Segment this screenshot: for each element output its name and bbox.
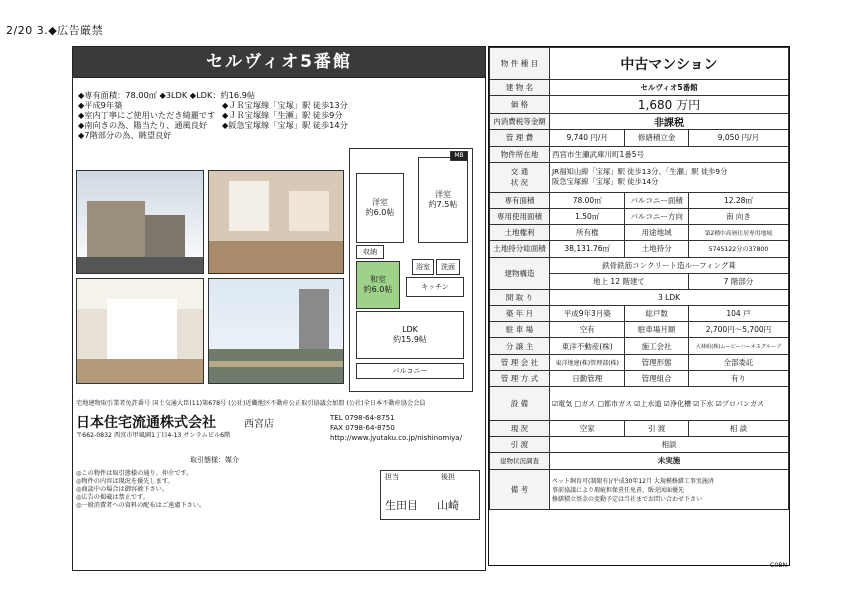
value-inspection: 未実施: [550, 453, 789, 469]
label-mgmt-company: 管 理 会 社: [490, 354, 550, 370]
feature-item: ◆専有面積：78.00㎡ ◆3LDK ◆LDK：約16.9帖: [78, 90, 256, 100]
kitchen: キッチン: [406, 277, 464, 297]
label-land-total: 土地持分総面積: [490, 241, 550, 257]
wash: 洗面: [436, 259, 460, 275]
label-units: 総戸数: [625, 306, 688, 322]
label-layout: 間 取 り: [490, 289, 550, 305]
label-handover: 引 渡: [490, 437, 550, 453]
label-inspection: 建物状況調査: [490, 453, 550, 469]
label-constructor: 施工会社: [625, 338, 688, 354]
value-area: 78.00㎡: [550, 192, 625, 208]
value-balcony-area: 12.28㎡: [688, 192, 788, 208]
note-item: ◎広告の掲載は禁止です。: [76, 494, 149, 501]
label-access: 交 通 状 況: [490, 162, 550, 192]
label-status: 現 況: [490, 421, 550, 437]
value-mgmt-company: 東洋地建(株)管理部(株): [550, 354, 625, 370]
value-price: 1,680 万円: [550, 96, 789, 114]
closet: 収納: [356, 245, 384, 259]
label-remarks: 備 考: [490, 469, 550, 509]
value-facilities: ☑電気 □ガス □都市ガス ☑上水道 ☑浄化槽 ☑下水 ☑プロパンガス: [550, 387, 789, 421]
label-facilities: 設 備: [490, 387, 550, 421]
access-item: ◆阪急宝塚線「宝塚」駅 徒歩14分: [222, 120, 348, 130]
staff-label: 担当: [385, 473, 399, 481]
bath: 浴室: [412, 259, 434, 275]
value-address: 西宮市生瀬武庫川町1番5号: [550, 146, 789, 162]
company-fax: FAX 0798-64-8750: [330, 424, 395, 432]
value-building: セルヴィオ5番館: [550, 80, 789, 96]
value-structure: 鉄骨鉄筋コンクリート造ルーフィング葺: [550, 257, 789, 273]
value-handover-2: 相 談: [688, 421, 788, 437]
access-list: [222, 100, 348, 130]
value-remarks: ペット飼育可(制限有)/平成30年12月 大規模修繕工事実施済 事前協議により瑕疵担保責任免責、販売図面優先 修繕積立基金の変動予定は当社までお問い合わせ下さい: [550, 469, 789, 509]
feature-item: ◆平成9年築: [78, 100, 123, 110]
company-url[interactable]: http://www.jyutaku.co.jp/nishinomiya/: [330, 434, 462, 442]
value-mgmt-union: 有り: [688, 370, 788, 386]
label-type: 物 件 種 目: [490, 48, 550, 80]
value-floors: 地上 12 階建て: [550, 273, 689, 289]
note-item: ◎この物件は取引態様の通り、仲介です。: [76, 470, 193, 477]
note-item: ◎物件の内容は現況を優先します。: [76, 478, 174, 485]
value-status: 空家: [550, 421, 625, 437]
company-branch: 西宮店: [244, 419, 274, 430]
floor-plan: [349, 148, 473, 392]
value-tax: 非課税: [550, 114, 789, 130]
label-parking: 駐 車 場: [490, 322, 550, 338]
value-seller: 東洋不動産(株): [550, 338, 625, 354]
label-mgmt-fee: 管 理 費: [490, 130, 550, 146]
feature-item: ◆室内丁寧にご使用いただき綺麗です: [78, 110, 216, 120]
value-mgmt-method: 日勤管理: [550, 370, 625, 386]
feature-item: ◆南向きの為、陽当たり、通風良好: [78, 120, 208, 130]
value-repair-fund: 9,050 円/月: [688, 130, 788, 146]
property-title: セルヴィオ5番館: [206, 52, 352, 72]
header-text: 2/20 3.◆広告厳禁: [6, 24, 104, 37]
staff-label-2: 後担: [441, 473, 455, 481]
torihiki-text: 取引態様：媒介: [190, 456, 239, 464]
label-mgmt-union: 管理組合: [625, 370, 688, 386]
label-land-share: 土地持分: [625, 241, 688, 257]
label-address: 物件所在地: [490, 146, 550, 162]
staff-name-2: 山崎: [437, 499, 459, 512]
label-private-area: 専用使用面積: [490, 208, 550, 224]
label-zoning: 用途地域: [625, 225, 688, 241]
value-land-total: 38,131.76㎡: [550, 241, 625, 257]
value-type: 中古マンション: [550, 48, 789, 80]
company-tel: TEL 0798-64-8751: [330, 414, 395, 422]
label-mgmt-form: 管理形態: [625, 354, 688, 370]
value-private-area: 1.50㎡: [550, 208, 625, 224]
company-name: 日本住宅流通株式会社: [76, 415, 216, 431]
value-floor-level: 7 階部分: [688, 273, 788, 289]
value-balcony-dir: 南 向き: [688, 208, 788, 224]
label-balcony-area: バルコニー面積: [625, 192, 688, 208]
room-ldk: LDK 約15.9帖: [356, 311, 464, 359]
label-area: 専有面積: [490, 192, 550, 208]
balcony: バルコニー: [356, 363, 464, 379]
access-item: ◆ＪＲ宝塚線「宝塚」駅 徒歩13分: [222, 100, 348, 110]
value-built: 平成9年3月築: [550, 306, 625, 322]
spec-table: [489, 47, 789, 510]
staff-name-1: 生田目: [385, 499, 418, 512]
interior-photo-2: [76, 278, 204, 384]
interior-photo-1: [208, 170, 344, 274]
label-price: 価 格: [490, 96, 550, 114]
value-layout: 3 LDK: [550, 289, 789, 305]
value-mgmt-form: 全部委託: [688, 354, 788, 370]
note-item: ◎一般消費者への資料の配布はご遠慮下さい。: [76, 502, 206, 509]
value-land-share: 5745122分の37800: [688, 241, 788, 257]
note-item: ◎商談中の場合は御容赦下さい。: [76, 486, 169, 493]
exterior-photo: [76, 170, 204, 274]
label-parking-fee: 駐車場月額: [625, 322, 688, 338]
label-handover-2: 引 渡: [625, 421, 688, 437]
value-access: JR福知山線「宝塚」駅 徒歩13分、「生瀬」駅 徒歩9分 阪急宝塚線「宝塚」駅 徒歩14分: [550, 162, 789, 192]
staff-box: [380, 470, 480, 520]
room-western-1: 洋室 約6.0帖: [356, 173, 404, 243]
label-tax: 内消費税等金額: [490, 114, 550, 130]
title-bar: [72, 46, 486, 78]
label-built: 築 年 月: [490, 306, 550, 322]
value-zoning: 第2種中高層住居専用地域: [688, 225, 788, 241]
notes: [76, 470, 366, 510]
room-western-2: 洋室 約7.5帖: [418, 157, 468, 243]
access-item: ◆ＪＲ宝塚線「生瀬」駅 徒歩9分: [222, 110, 343, 120]
company-address: 〒662-0832 西宮市甲風園1丁目4-13 サンラムビル6階: [76, 432, 231, 439]
spec-table-panel: [488, 46, 790, 566]
value-land-right: 所有権: [550, 225, 625, 241]
feature-item: ◆7階部分の為、眺望良好: [78, 130, 172, 140]
label-structure: 建物構造: [490, 257, 550, 289]
room-japanese: 和室 約6.0帖: [356, 261, 400, 309]
label-balcony-dir: バルコニー方向: [625, 208, 688, 224]
value-mgmt-fee: 9,740 円/月: [550, 130, 625, 146]
label-mgmt-method: 管 理 方 式: [490, 370, 550, 386]
value-handover: 相談: [550, 437, 789, 453]
view-photo: [208, 278, 344, 384]
value-constructor: 大林組(株)ムービーハーネスグループ: [688, 338, 788, 354]
label-seller: 分 譲 主: [490, 338, 550, 354]
label-repair-fund: 修繕積立金: [625, 130, 688, 146]
mb: MB: [450, 151, 468, 161]
footer-code: C0BN: [770, 562, 788, 569]
value-parking-fee: 2,700円～5,700円: [688, 322, 788, 338]
label-land-right: 土地権利: [490, 225, 550, 241]
label-building: 建 物 名: [490, 80, 550, 96]
license-text: 宅地建物取引業者免許番号 国土交通大臣(11)第678号 (公社)近畿地区不動産公正取引協議会加盟 (公社)全日本不動産協会会員: [76, 400, 426, 407]
value-units: 104 戸: [688, 306, 788, 322]
value-parking: 空有: [550, 322, 625, 338]
